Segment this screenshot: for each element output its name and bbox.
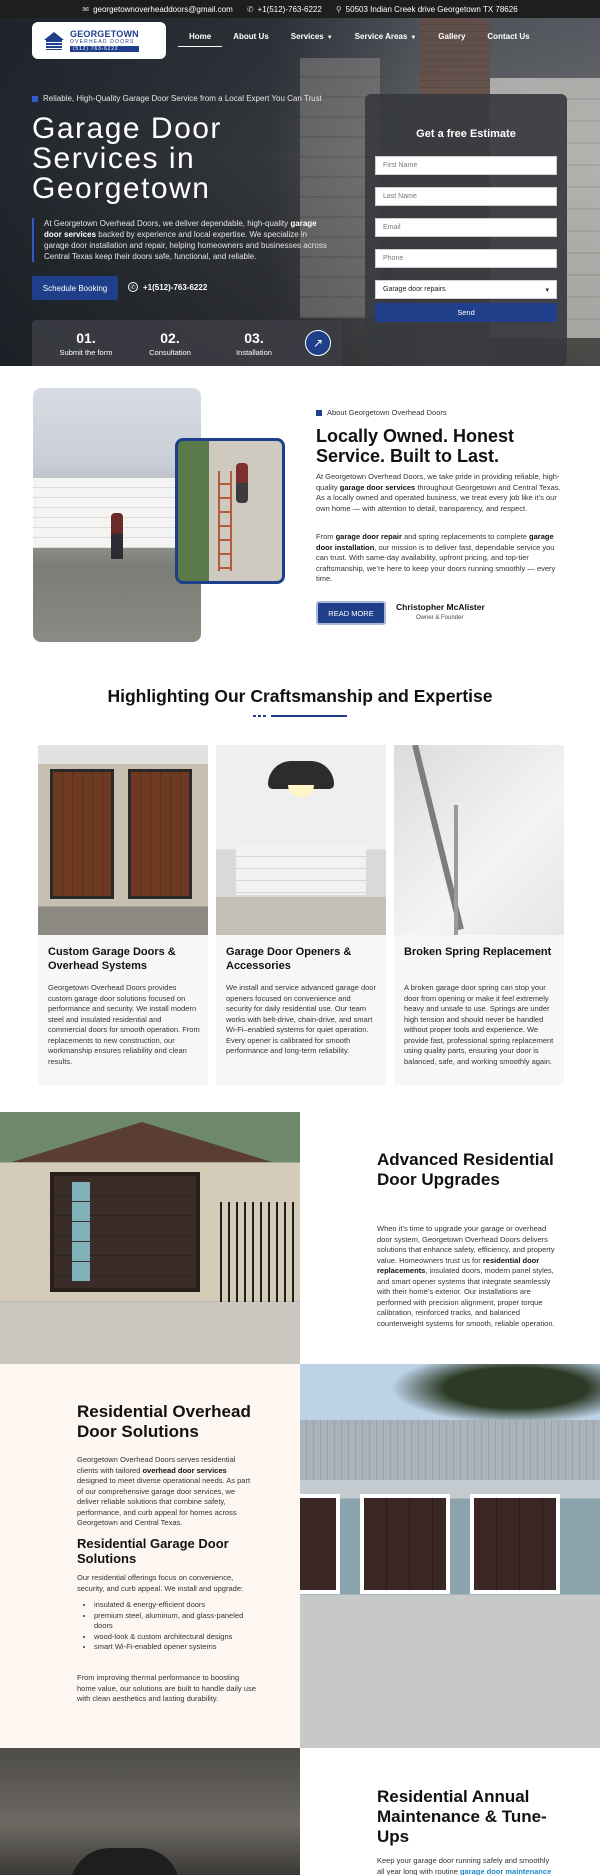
- about-tag: About Georgetown Overhead Doors: [316, 408, 447, 417]
- chevron-down-icon: ▼: [410, 35, 417, 41]
- service-card-custom-doors[interactable]: [38, 745, 208, 1085]
- phone-icon: ✆: [246, 4, 254, 14]
- square-bullet-icon: [316, 410, 322, 416]
- card-description: We install and service advanced garage door openers focused on convenience and security for daily residential use. Our team works with belt-drive, chain-drive, and smart Wi-Fi–enabled systems for quiet operation. Every opener is calibrated for smooth performance and long-term reliability.: [226, 983, 376, 1055]
- schedule-booking-button[interactable]: Schedule Booking: [32, 276, 118, 300]
- residential-subtitle: Residential Garage Door Solutions: [77, 1536, 229, 1566]
- about-photo-technician: [175, 438, 285, 584]
- card-description: A broken garage door spring can stop your door from opening or make it feel extremely heavy and unsafe to use. Springs are under high tension and should never be handled without proper tools and experience. We provide fast, professional spring replacement using quality parts, ensuring your door is balanced, safe, and working smoothly again.: [404, 983, 554, 1066]
- hero-phone-link[interactable]: ✆ +1(512)-763-6222: [128, 282, 207, 292]
- nav-contact-us[interactable]: Contact Us: [487, 32, 530, 41]
- card-title: Broken Spring Replacement: [404, 946, 552, 958]
- logo-line-2: OVERHEAD DOORS: [70, 39, 135, 45]
- service-card-springs[interactable]: [394, 745, 564, 1085]
- main-nav: [178, 32, 541, 47]
- garage-door-maintenance-link[interactable]: garage door maintenance: [459, 1866, 552, 1875]
- residential-paragraph-2: Our residential offerings focus on convenience, security, and curb appeal. We install and upgrade:: [77, 1573, 244, 1593]
- residential-title: Residential Overhead Door Solutions: [77, 1402, 251, 1441]
- modern-garage-photo: [0, 1112, 300, 1364]
- top-contact-bar: [0, 0, 600, 18]
- step-item: 01. Submit the form: [59, 329, 113, 357]
- topbar-address-text: 50503 Indian Creek drive Georgetown TX 78626: [345, 4, 518, 14]
- envelope-icon: ✉: [82, 4, 90, 14]
- service-select[interactable]: Garage door repairs ▾: [375, 280, 557, 299]
- arrow-up-right-icon[interactable]: ↗: [305, 330, 331, 356]
- logo-line-1: GEORGETOWN: [70, 29, 139, 39]
- topbar-address: [336, 5, 518, 14]
- hero-description: At Georgetown Overhead Doors, we deliver dependable, high-quality garage door services backed by experience and local expertise. We specialize in garage door installation and repair, helping homeowners and businesses across Central Texas keep their doors safe, functional, and reliable.: [32, 218, 332, 262]
- list-item: • smart Wi-Fi-enabled opener systems: [94, 1642, 260, 1653]
- nav-about-us[interactable]: About Us: [233, 32, 269, 41]
- list-item: • premium steel, aluminum, and glass-paneled doors: [94, 1611, 260, 1632]
- hero-tagline: Reliable, High-Quality Garage Door Service from a Local Expert You Can Trust: [32, 94, 322, 103]
- residential-offerings-list: [94, 1600, 260, 1653]
- custom-doors-photo: [38, 745, 208, 935]
- about-paragraph-2: From garage door repair and spring replacements to complete garage door installation, our mission is to deliver fast, dependable service you can trust. With same-day availability, upfront pricing, and top-tier craftsmanship, we’re here to keep your doors running smoothly — every time.: [316, 532, 556, 583]
- topbar-phone-text: +1(512)-763-6222: [257, 4, 322, 14]
- residential-paragraph-1: Georgetown Overhead Doors serves residential clients with tailored overhead door services designed to meet diverse operational needs. As part of our comprehensive garage door services, we deliver reliable solutions that combine safety, performance, and curb appeal for homes across Georgetown and Central Texas.: [77, 1455, 251, 1527]
- card-description: Georgetown Overhead Doors provides custom garage door solutions focused on performance and security. We install modern steel and insulated residential and commercial doors for smooth operation. From replacements to new construction, our workmanship ensures reliability and clean results.: [48, 983, 200, 1066]
- nav-service-areas[interactable]: Service Areas ▼: [354, 32, 417, 41]
- caret-down-icon: ▾: [545, 286, 549, 294]
- maintenance-text: Keep your garage door running safely and smoothly all year long with routine garage door maintenance: [377, 1856, 552, 1875]
- about-title: Locally Owned. Honest Service. Built to Last.: [316, 426, 515, 466]
- nav-gallery[interactable]: Gallery: [438, 32, 466, 41]
- residential-paragraph-3: From improving thermal performance to boosting home value, our solutions are built to handle daily use with clean aesthetics and lasting durability.: [77, 1673, 256, 1703]
- estimate-form-title: Get a free Estimate: [416, 128, 516, 140]
- nav-services[interactable]: Services ▼: [290, 32, 333, 41]
- process-steps: [32, 320, 342, 366]
- spring-photo: [394, 745, 564, 935]
- send-button[interactable]: Send: [375, 303, 557, 322]
- logo-phone: (512) 763-6222: [70, 46, 139, 52]
- card-title: Garage Door Openers & Accessories: [226, 946, 352, 972]
- card-title: Custom Garage Doors & Overhead Systems: [48, 946, 176, 972]
- square-bullet-icon: [32, 96, 38, 102]
- list-item: • wood-look & custom architectural designs: [94, 1632, 260, 1643]
- service-card-openers[interactable]: [216, 745, 386, 1085]
- about-paragraph-1: At Georgetown Overhead Doors, we take pride in providing reliable, high-quality garage door services throughout Georgetown and Central Texas. As a locally owned and operated business, we treat every job like it’s our own home — with attention to detail, transparency, and respect.: [316, 472, 561, 513]
- read-more-button[interactable]: READ MORE: [316, 601, 386, 625]
- advanced-upgrades-title: Advanced Residential Door Upgrades: [377, 1150, 554, 1189]
- topbar-phone[interactable]: [247, 5, 322, 14]
- maintenance-photo: [0, 1748, 300, 1875]
- house-logo-icon: [44, 32, 64, 50]
- list-item: • insulated & energy-efficient doors: [94, 1600, 260, 1611]
- step-item: 02. Consultation: [149, 329, 191, 357]
- opener-photo: [216, 745, 386, 935]
- estimate-form: [365, 94, 567, 366]
- phone-field[interactable]: Phone: [375, 249, 557, 268]
- topbar-email[interactable]: [82, 5, 232, 14]
- first-name-field[interactable]: First Name: [375, 156, 557, 175]
- owner-name: Christopher McAlister: [396, 602, 485, 612]
- step-item: 03. Installation: [236, 329, 272, 357]
- hero-title: Garage Door Services in Georgetown: [32, 112, 222, 205]
- nav-home[interactable]: Home: [178, 32, 222, 47]
- email-field[interactable]: Email: [375, 218, 557, 237]
- phone-icon: ✆: [128, 282, 138, 292]
- site-logo[interactable]: [32, 22, 166, 59]
- last-name-field[interactable]: Last Name: [375, 187, 557, 206]
- advanced-upgrades-text: When it’s time to upgrade your garage or overhead door system, Georgetown Overhead Doors delivers solutions that enhance safety, efficiency, and property value. Homeowners trust us for residential door replacements, insulated doors, modern panel styles, and smart opener systems that integrate seamlessly with their home’s exterior. Our installations are performed with precision alignment, proper torque calibration, reinforced tracks, and balanced counterweight systems for smooth, reliable operation.: [377, 1224, 555, 1328]
- maintenance-title: Residential Annual Maintenance & Tune-Ups: [377, 1787, 547, 1846]
- hero-section: [0, 18, 600, 366]
- craftsmanship-title: Highlighting Our Craftsmanship and Expertise: [107, 686, 493, 706]
- location-pin-icon: ⚲: [335, 4, 342, 14]
- topbar-email-text: georgetownoverheaddoors@gmail.com: [93, 4, 233, 14]
- owner-role: Owner & Founder: [416, 615, 464, 621]
- chevron-down-icon: ▼: [326, 35, 333, 41]
- title-divider: [253, 715, 347, 718]
- residential-garage-photo: [300, 1364, 600, 1748]
